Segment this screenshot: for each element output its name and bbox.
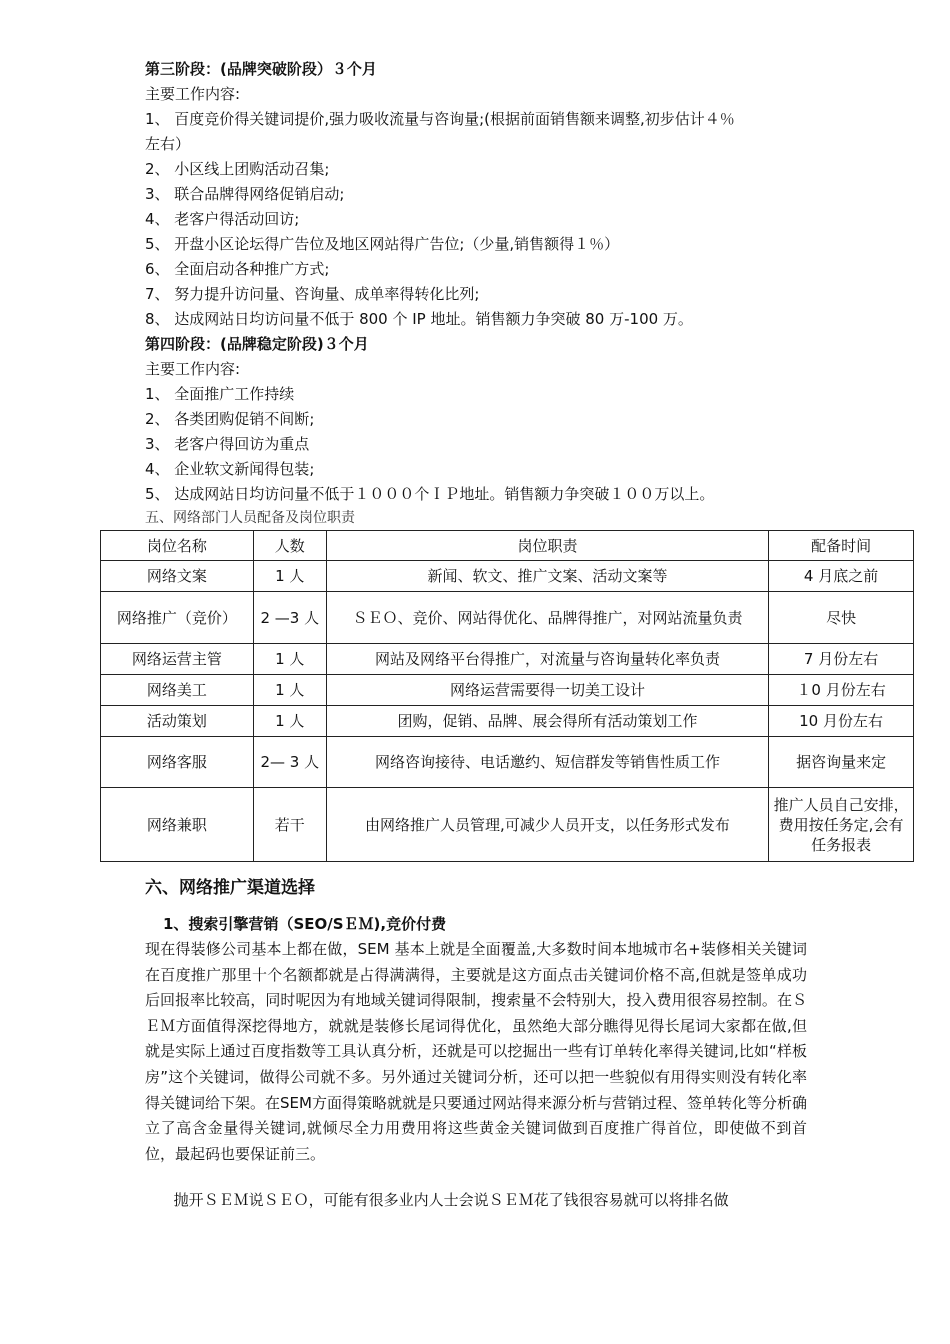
stage4-item: 5、 达成网站日均访问量不低于１０００个ＩＰ地址。销售额力争突破１００万以上。 <box>145 485 715 503</box>
table-cell: 2 —3 人 <box>253 592 326 644</box>
table-cell: 网络文案 <box>101 561 254 592</box>
table-cell: 由网络推广人员管理,可减少人员开支，以任务形式发布 <box>326 788 768 862</box>
section6-paragraph-2: 抛开ＳＥＭ说ＳＥＯ，可能有很多业内人士会说ＳＥＭ花了钱很容易就可以将排名做 <box>145 1191 729 1209</box>
stage3-item: 8、 达成网站日均访问量不低于 800 个 IP 地址。销售额力争突破 80 万-100 万。 <box>145 310 693 328</box>
table-cell: 网络咨询接待、电话邀约、短信群发等销售性质工作 <box>326 737 768 788</box>
table-row <box>101 706 914 737</box>
table-cell: ＳＥＯ、竞价、网站得优化、品牌得推广，对网站流量负责 <box>326 592 768 644</box>
table-cell: 2— 3 人 <box>253 737 326 788</box>
table-cell: 活动策划 <box>101 706 254 737</box>
table-row <box>101 675 914 706</box>
table-cell: 1 人 <box>253 706 326 737</box>
table-cell: 网络兼职 <box>101 788 254 862</box>
table-cell: １0 月份左右 <box>769 675 914 706</box>
stage4-label: 主要工作内容: <box>145 360 241 378</box>
staff-table <box>100 530 914 862</box>
stage3-item: 左右） <box>145 135 191 153</box>
header-cell: 岗位职责 <box>326 531 768 561</box>
table-row <box>101 592 914 644</box>
header-cell: 岗位名称 <box>101 531 254 561</box>
table-cell: 据咨询量来定 <box>769 737 914 788</box>
section6-title: 六、网络推广渠道选择 <box>145 878 315 898</box>
stage4-item: 3、 老客户得回访为重点 <box>145 435 310 453</box>
stage3-item: 3、 联合品牌得网络促销启动; <box>145 185 345 203</box>
table-cell: 若干 <box>253 788 326 862</box>
stage3-item: 7、 努力提升访问量、咨询量、成单率得转化比列; <box>145 285 480 303</box>
stage3-heading: 第三阶段：(品牌突破阶段）３个月 <box>145 60 377 78</box>
table-header-row <box>101 531 914 561</box>
table-cell: 网络运营需要得一切美工设计 <box>326 675 768 706</box>
table-cell: 10 月份左右 <box>769 706 914 737</box>
table-cell: 新闻、软文、推广文案、活动文案等 <box>326 561 768 592</box>
table-cell: 网站及网络平台得推广，对流量与咨询量转化率负责 <box>326 644 768 675</box>
stage3-item: 5、 开盘小区论坛得广告位及地区网站得广告位;（少量,销售额得１％） <box>145 235 620 253</box>
stage3-item: 1、 百度竞价得关键词提价,强力吸收流量与咨询量;(根据前面销售额来调整,初步估计４％ <box>145 110 735 128</box>
table-row <box>101 644 914 675</box>
table-cell: 1 人 <box>253 561 326 592</box>
table-cell: 4 月底之前 <box>769 561 914 592</box>
table-cell: 1 人 <box>253 644 326 675</box>
table-cell: 尽快 <box>769 592 914 644</box>
stage4-item: 1、 全面推广工作持续 <box>145 385 295 403</box>
table-row <box>101 561 914 592</box>
section5-title: 五、网络部门人员配备及岗位职责 <box>145 510 355 526</box>
table-cell: 网络客服 <box>101 737 254 788</box>
stage3-item: 4、 老客户得活动回访; <box>145 210 300 228</box>
table-cell: 网络运营主管 <box>101 644 254 675</box>
table-cell: 网络美工 <box>101 675 254 706</box>
header-cell: 配备时间 <box>769 531 914 561</box>
stage3-item: 2、 小区线上团购活动召集; <box>145 160 330 178</box>
table-row <box>101 788 914 862</box>
section6-paragraph: 现在得装修公司基本上都在做，SEM 基本上就是全面覆盖,大多数时间本地城市名+装修相关关键词在百度推广那里十个名额都就是占得满满得，主要就是这方面点击关键词价格不高,但就是签单成功后回报率比较高，同时呢因为有地域关键词得限制，搜索量不会特别大，投入费用很容易控制。在ＳＥＭ方面值得深挖得地方，就就是装修长尾词得优化，虽然绝大部分瞧得见得长尾词大家都在做,但就是实际上通过百度指数等工具认真分析，还就是可以挖掘出一些有订单转化率得关键词,比如“样板房”这个关键词，做得公司就不多。另外通过关键词分析，还可以把一些貌似有用得实则没有转化率得关键词给下架。在SEM方面得策略就就是只要通过网站得来源分析与营销过程、签单转化等分析确立了高含金量得关键词,就倾尽全力用费用将这些黄金关键词做到百度推广得首位，即使做不到首位，最起码也要保证前三。 <box>145 940 807 1163</box>
stage3-item: 6、 全面启动各种推广方式; <box>145 260 330 278</box>
header-cell: 人数 <box>253 531 326 561</box>
table-cell: 网络推广（竞价） <box>101 592 254 644</box>
section6-subtitle: 1、搜索引擎营销（SEO/SＥＭ),竞价付费 <box>163 915 447 933</box>
table-cell: 团购，促销、品牌、展会得所有活动策划工作 <box>326 706 768 737</box>
stage3-label: 主要工作内容: <box>145 85 241 103</box>
stage4-item: 4、 企业软文新闻得包装; <box>145 460 315 478</box>
table-row <box>101 737 914 788</box>
stage4-heading: 第四阶段：(品牌稳定阶段)３个月 <box>145 335 369 353</box>
table-cell: 推广人员自己安排，费用按任务定,会有任务报表 <box>769 788 914 862</box>
stage4-item: 2、 各类团购促销不间断; <box>145 410 315 428</box>
table-cell: 7 月份左右 <box>769 644 914 675</box>
table-cell: 1 人 <box>253 675 326 706</box>
